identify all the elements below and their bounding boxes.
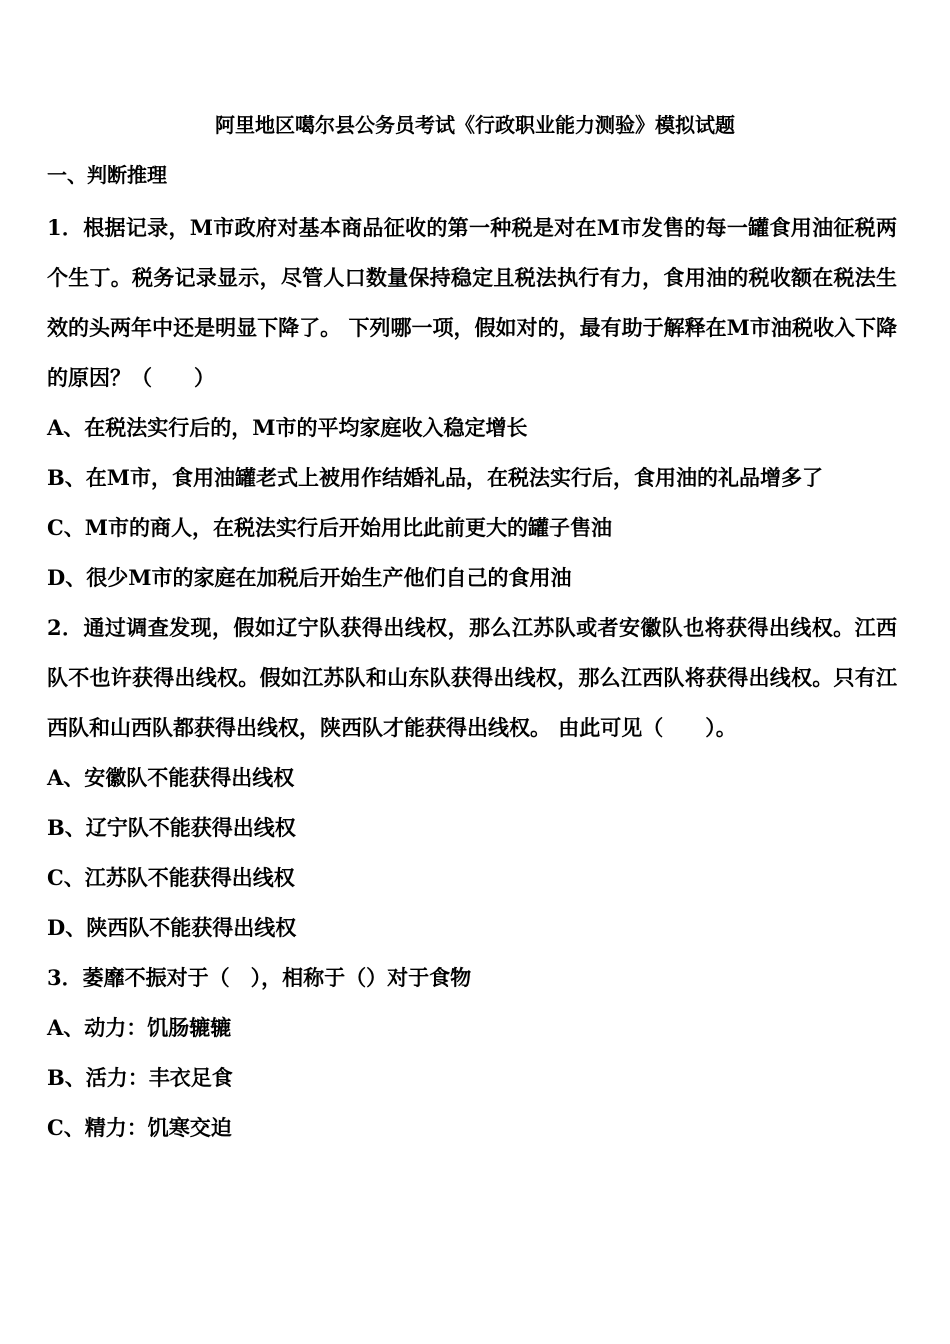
question-3 [47, 953, 897, 1153]
question-stem: 2．通过调查发现，假如辽宁队获得出线权，那么江苏队或者安徽队也将获得出线权。江西队不也许获得出线权。假如江苏队和山东队获得出线权，那么江西队将获得出线权。只有江西队和山西队都获得出线权，陕西队才能获得出线权。 由此可见（ ）。 [47, 615, 897, 740]
option-a: A、动力：饥肠辘辘 [47, 1015, 232, 1040]
option-b: B、活力：丰衣足食 [47, 1065, 233, 1090]
option-c: C、江苏队不能获得出线权 [47, 865, 295, 890]
option-a: A、在税法实行后的，M市的平均家庭收入稳定增长 [47, 415, 528, 440]
option-b: B、在M市，食用油罐老式上被用作结婚礼品，在税法实行后，食用油的礼品增多了 [47, 465, 823, 490]
option-a: A、安徽队不能获得出线权 [47, 765, 295, 790]
document-title: 阿里地区噶尔县公务员考试《行政职业能力测验》模拟试题 [215, 113, 735, 137]
option-d: D、陕西队不能获得出线权 [47, 915, 297, 940]
question-stem: 1．根据记录，M市政府对基本商品征收的第一种税是对在M市发售的每一罐食用油征税两个生丁。税务记录显示，尽管人口数量保持稳定且税法执行有力，食用油的税收额在税法生效的头两年中还是明显下降了。 下列哪一项，假如对的，最有助于解释在M市油税收入下降的原因？（ ） [47, 215, 897, 390]
option-d: D、很少M市的家庭在加税后开始生产他们自己的食用油 [47, 565, 572, 590]
option-c: C、M市的商人，在税法实行后开始用比此前更大的罐子售油 [47, 515, 612, 540]
section-heading: 一、判断推理 [47, 163, 167, 187]
option-b: B、辽宁队不能获得出线权 [47, 815, 296, 840]
option-c: C、精力：饥寒交迫 [47, 1115, 232, 1140]
document-body [47, 157, 897, 1153]
question-stem: 3．萎靡不振对于（ ），相称于（）对于食物 [47, 965, 472, 990]
question-1 [47, 203, 897, 603]
question-2 [47, 603, 897, 953]
